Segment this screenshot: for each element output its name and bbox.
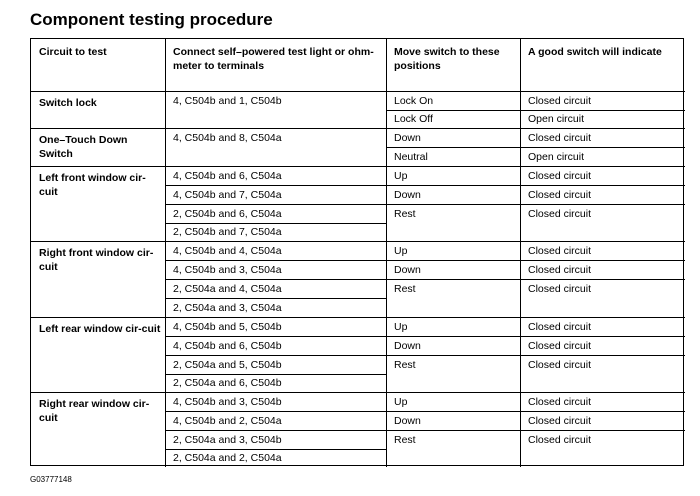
switch-position: Down xyxy=(394,263,421,276)
row-divider xyxy=(386,260,685,261)
switch-position: Rest xyxy=(394,282,416,295)
header-positions: Move switch to these positions xyxy=(394,46,500,72)
circuit-name: Left front window cir-cuit xyxy=(39,172,146,198)
row-divider xyxy=(165,374,386,375)
expected-result: Closed circuit xyxy=(528,414,592,427)
row-divider xyxy=(386,279,685,280)
expected-result: Open circuit xyxy=(528,150,585,163)
row-divider xyxy=(386,147,685,148)
circuit-name: One–Touch Down Switch xyxy=(39,134,128,160)
expected-result: Closed circuit xyxy=(528,395,592,408)
terminal-pair: 4, C504b and 7, C504a xyxy=(173,188,282,201)
switch-position: Neutral xyxy=(394,150,428,163)
row-divider xyxy=(386,185,685,186)
terminal-pair: 4, C504b and 2, C504a xyxy=(173,414,282,427)
terminal-pair: 2, C504a and 6, C504b xyxy=(173,377,282,389)
switch-position: Rest xyxy=(394,358,416,371)
row-divider xyxy=(165,223,386,224)
header-circuit: Circuit to test xyxy=(39,46,107,58)
row-divider xyxy=(165,204,386,205)
terminal-pair: 2, C504b and 7, C504a xyxy=(173,226,282,238)
switch-position: Up xyxy=(394,395,408,408)
terminal-pair: 4, C504b and 8, C504a xyxy=(173,132,282,144)
row-divider xyxy=(165,411,386,412)
row-divider xyxy=(386,336,685,337)
terminal-pair: 4, C504b and 6, C504b xyxy=(173,339,282,352)
expected-result: Closed circuit xyxy=(528,244,592,257)
switch-position: Down xyxy=(394,339,421,352)
circuit-name: Right front window cir-cuit xyxy=(39,247,154,273)
expected-result: Closed circuit xyxy=(528,282,592,295)
expected-result: Closed circuit xyxy=(528,188,592,201)
row-divider xyxy=(165,449,386,450)
switch-position: Lock On xyxy=(394,94,434,107)
terminal-pair: 2, C504a and 2, C504a xyxy=(173,452,282,464)
row-divider xyxy=(386,355,685,356)
switch-position: Down xyxy=(394,188,421,201)
terminal-pair: 4, C504b and 3, C504b xyxy=(173,395,282,408)
circuit-name: Switch lock xyxy=(39,97,97,109)
circuit-name: Left rear window cir-cuit xyxy=(39,323,161,335)
switch-position: Up xyxy=(394,320,408,333)
terminal-pair: 2, C504a and 3, C504a xyxy=(173,301,282,314)
terminal-pair: 4, C504b and 5, C504b xyxy=(173,320,282,333)
terminal-pair: 4, C504b and 1, C504b xyxy=(173,95,282,107)
terminal-pair: 2, C504a and 4, C504a xyxy=(173,282,282,295)
terminal-pair: 4, C504b and 4, C504a xyxy=(173,244,282,257)
switch-position: Rest xyxy=(394,207,416,220)
expected-result: Closed circuit xyxy=(528,169,592,182)
expected-result: Closed circuit xyxy=(528,94,592,107)
switch-position: Down xyxy=(394,131,421,144)
terminal-pair: 4, C504b and 6, C504a xyxy=(173,169,282,182)
switch-position: Rest xyxy=(394,433,416,446)
terminal-pair: 4, C504b and 3, C504a xyxy=(173,263,282,276)
expected-result: Closed circuit xyxy=(528,433,592,446)
switch-position: Down xyxy=(394,414,421,427)
header-result: A good switch will indicate xyxy=(528,46,662,58)
figure-id: G03777148 xyxy=(30,475,72,484)
row-divider xyxy=(165,336,386,337)
row-divider xyxy=(386,430,685,431)
expected-result: Closed circuit xyxy=(528,320,592,333)
row-divider xyxy=(165,355,386,356)
row-divider xyxy=(386,204,685,205)
row-divider xyxy=(386,110,685,111)
page-title: Component testing procedure xyxy=(30,10,273,29)
row-divider xyxy=(165,260,386,261)
circuit-name: Right rear window cir-cuit xyxy=(39,398,150,424)
row-divider xyxy=(165,430,386,431)
row-divider xyxy=(165,298,386,299)
terminal-pair: 2, C504a and 5, C504b xyxy=(173,358,282,371)
expected-result: Closed circuit xyxy=(528,263,592,276)
row-divider xyxy=(165,279,386,280)
expected-result: Open circuit xyxy=(528,113,585,125)
header-terminals: Connect self–powered test light or ohm-meter to terminals xyxy=(173,46,374,72)
row-divider xyxy=(165,185,386,186)
terminal-pair: 2, C504b and 6, C504a xyxy=(173,207,282,220)
component-testing-table xyxy=(30,38,684,466)
switch-position: Lock Off xyxy=(394,113,433,125)
row-divider xyxy=(386,411,685,412)
expected-result: Closed circuit xyxy=(528,207,592,220)
expected-result: Closed circuit xyxy=(528,131,592,144)
terminal-pair: 2, C504a and 3, C504b xyxy=(173,433,282,446)
expected-result: Closed circuit xyxy=(528,339,592,352)
expected-result: Closed circuit xyxy=(528,358,592,371)
switch-position: Up xyxy=(394,169,408,182)
switch-position: Up xyxy=(394,244,408,257)
